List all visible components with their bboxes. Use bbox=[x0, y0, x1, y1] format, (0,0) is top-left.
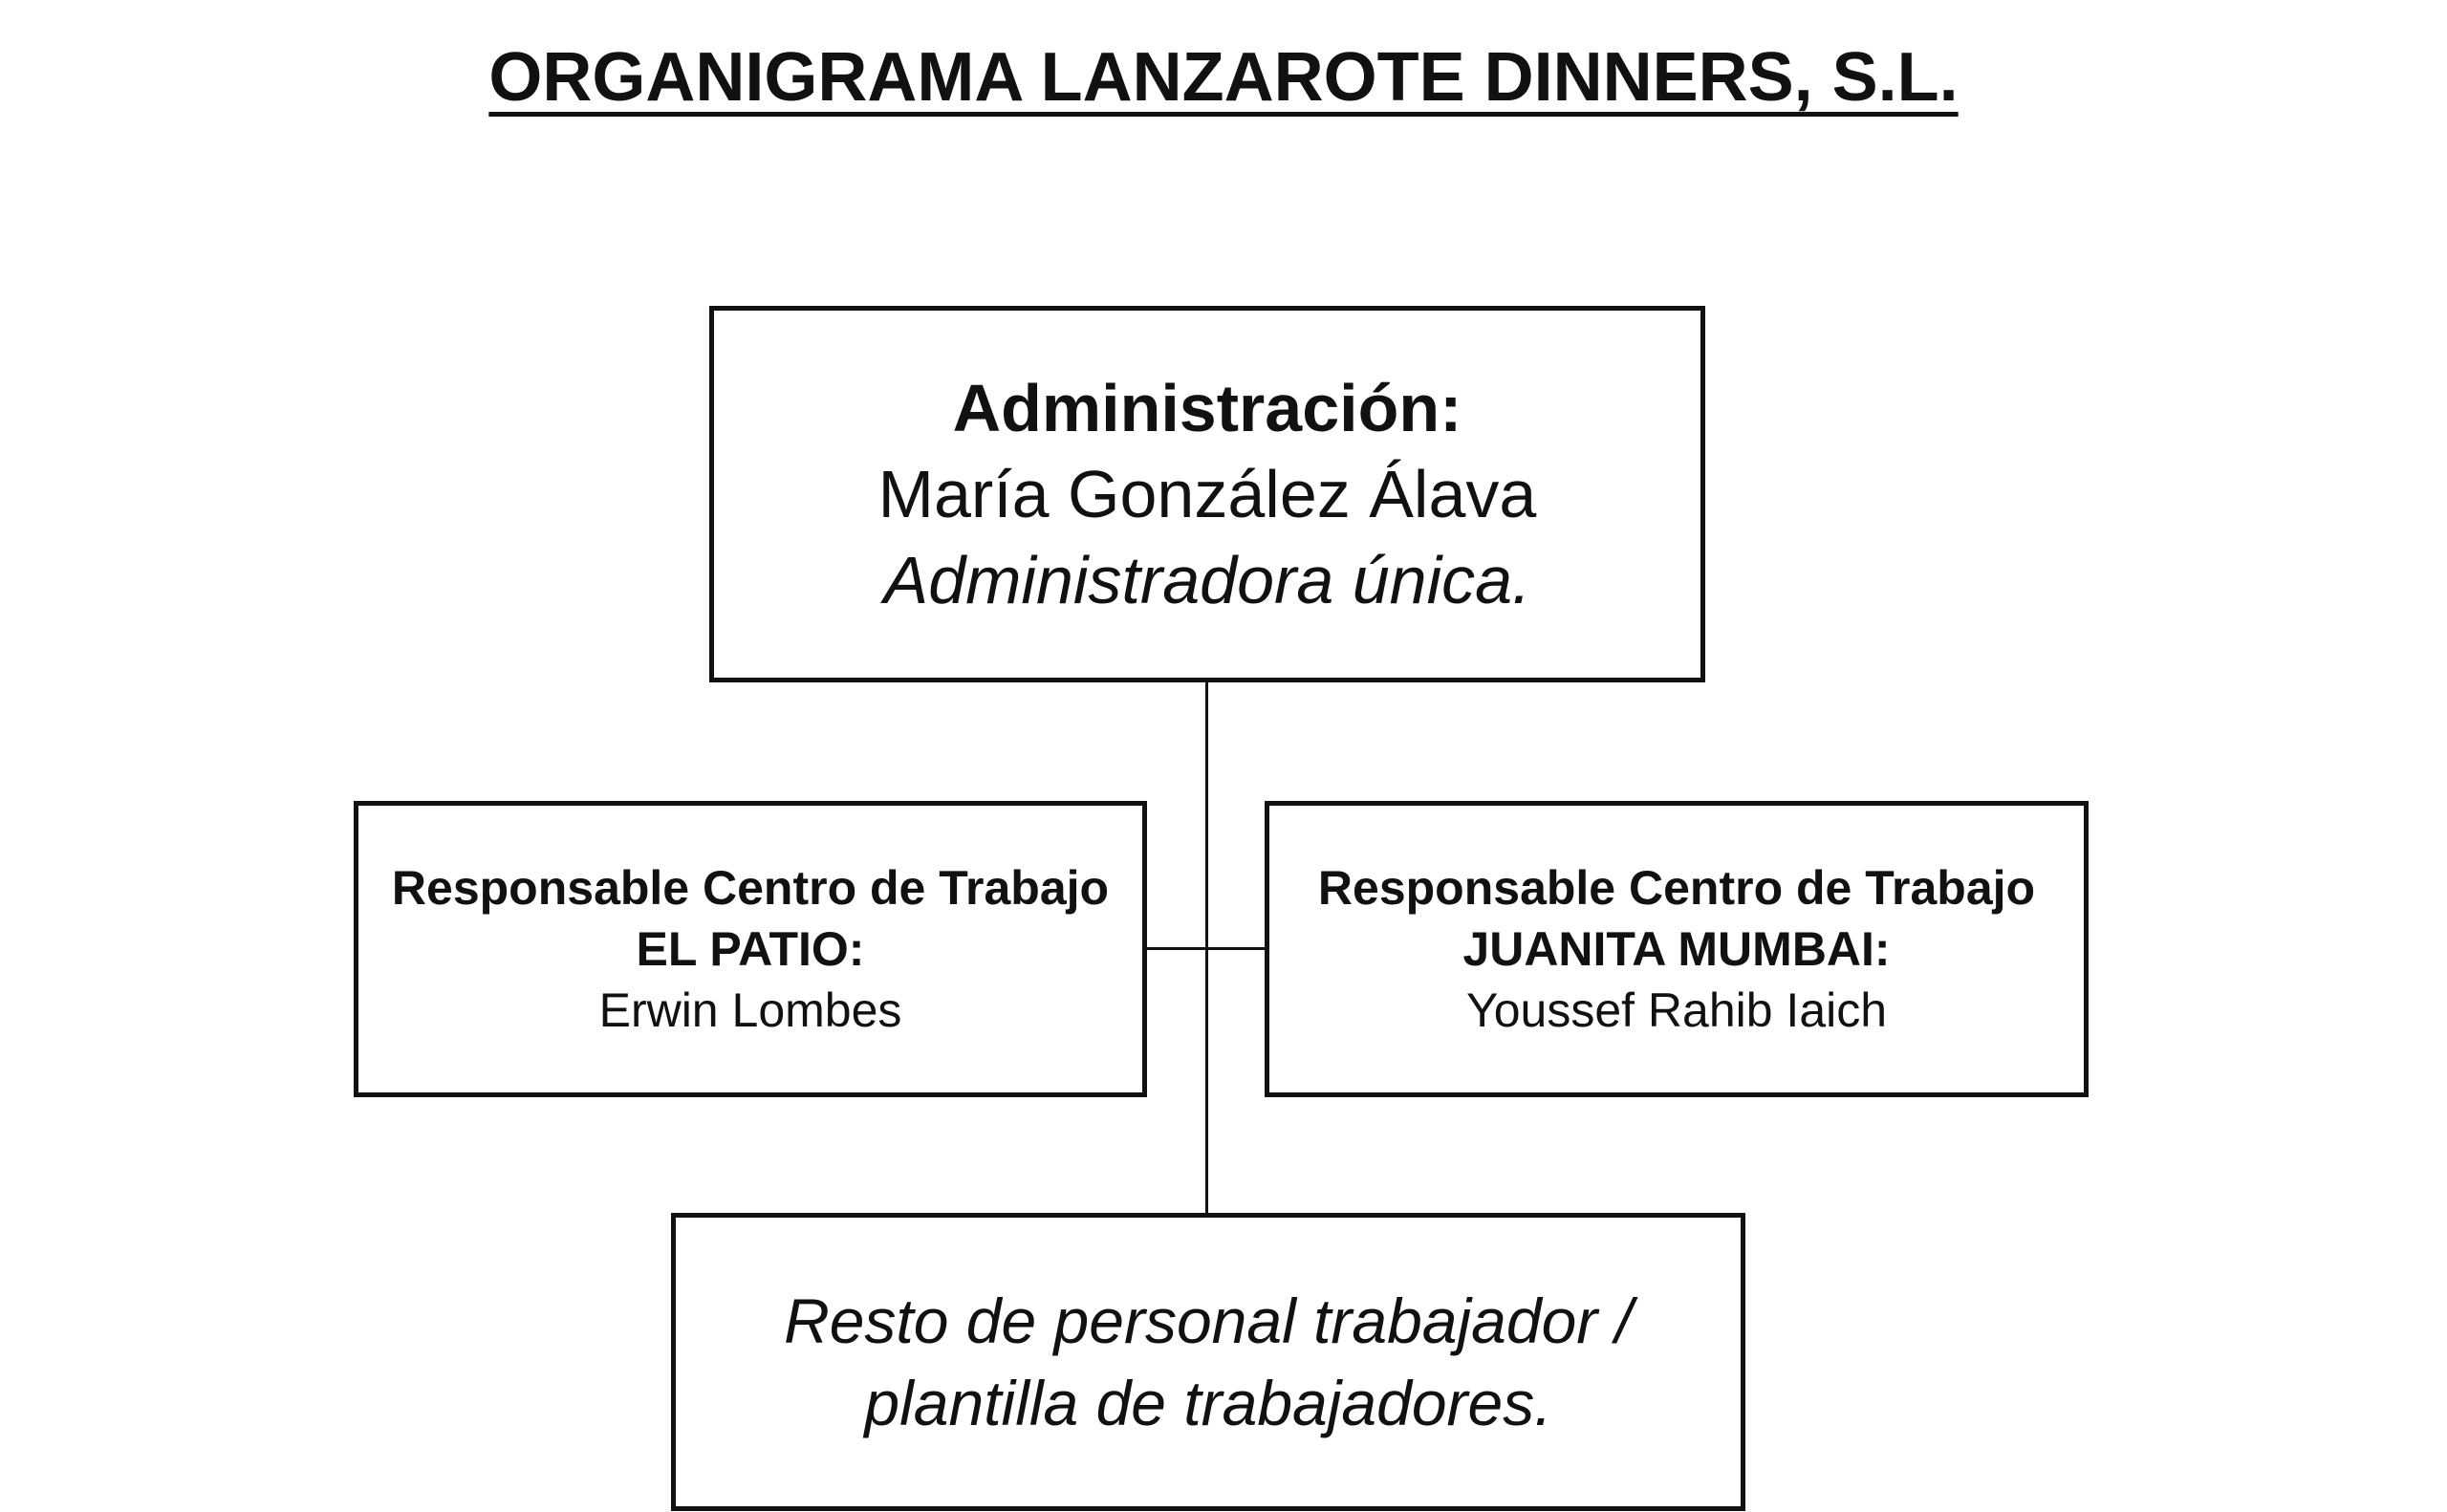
el-patio-box bbox=[354, 801, 1147, 1097]
el-patio-name: Erwin Lombes bbox=[598, 983, 902, 1037]
juanita-mumbai-name: Youssef Rahib Iaich bbox=[1465, 983, 1888, 1037]
connector-horizontal bbox=[1147, 947, 1265, 950]
page-title-text: ORGANIGRAMA LANZAROTE DINNERS, S.L. bbox=[488, 39, 1959, 116]
juanita-mumbai-center: JUANITA MUMBAI: bbox=[1462, 922, 1891, 976]
page-title bbox=[0, 34, 2447, 120]
resto-line-2: plantilla de trabajadores. bbox=[864, 1368, 1552, 1438]
el-patio-center: EL PATIO: bbox=[636, 922, 865, 976]
administracion-role: Administradora única. bbox=[883, 543, 1531, 617]
resto-personal-box bbox=[671, 1213, 1745, 1511]
administracion-box bbox=[709, 306, 1705, 682]
administracion-name: María González Álava bbox=[877, 457, 1537, 531]
resto-line-1: Resto de personal trabajador / bbox=[784, 1285, 1633, 1356]
juanita-mumbai-box bbox=[1265, 801, 2089, 1097]
juanita-mumbai-heading: Responsable Centro de Trabajo bbox=[1317, 861, 2036, 915]
administracion-heading: Administración: bbox=[952, 371, 1462, 445]
el-patio-heading: Responsable Centro de Trabajo bbox=[391, 861, 1110, 915]
